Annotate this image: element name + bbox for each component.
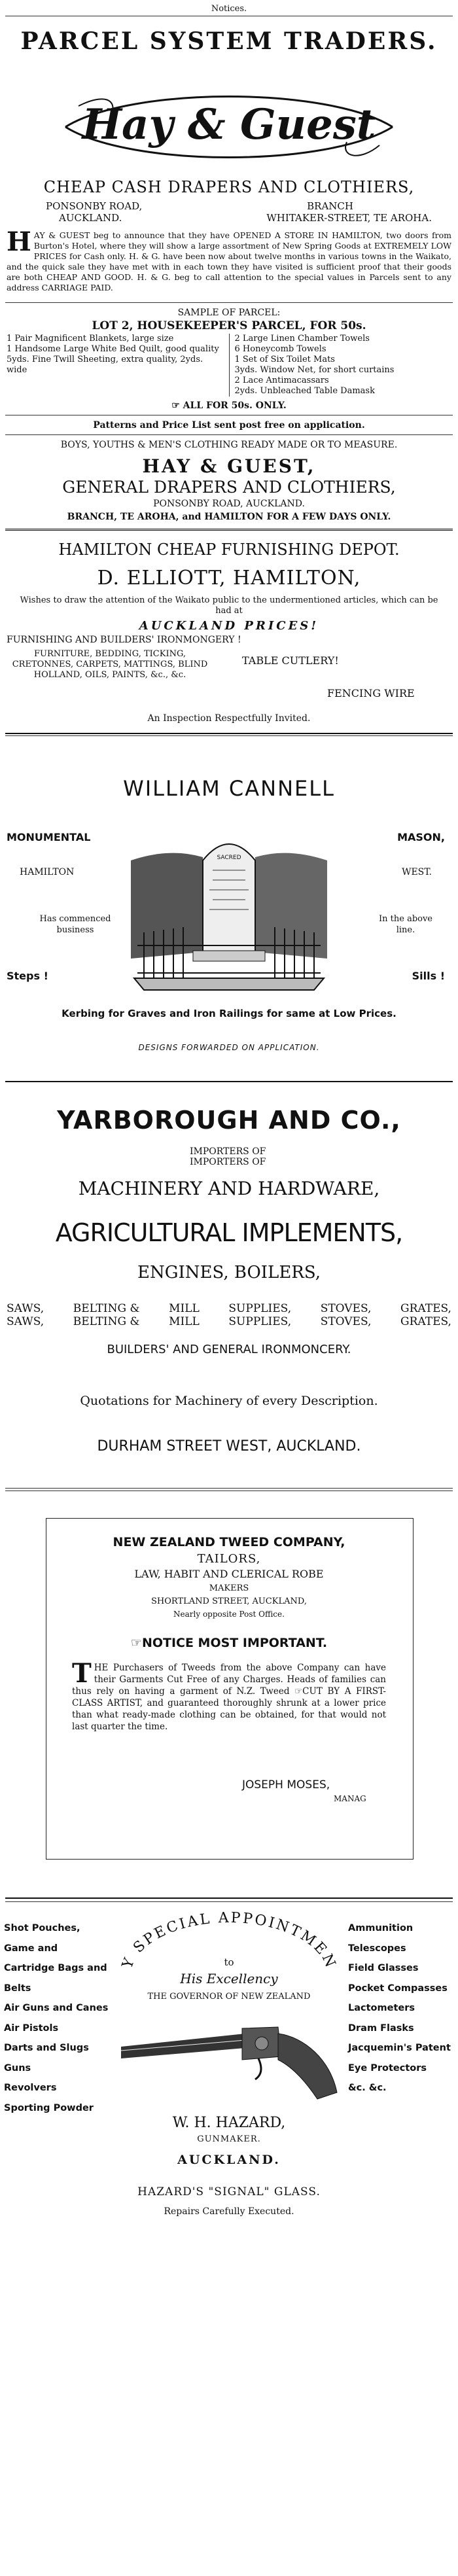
importers-line-2: IMPORTERS OF xyxy=(190,1157,266,1167)
patterns-text: Patterns and Price List sent post free on application. xyxy=(93,420,365,431)
lot-item: 3yds. Window Net, for short curtains xyxy=(234,365,395,375)
lot-left-list xyxy=(7,334,230,397)
tweed-body xyxy=(72,1658,386,1733)
yarborough-engines: ENGINES, BOILERS, xyxy=(137,1263,321,1282)
tweed-law: LAW, HABIT AND CLERICAL ROBE xyxy=(134,1568,324,1580)
ponsonby-address: PONSONBY ROAD, AUCKLAND. xyxy=(153,499,305,509)
cannell-left-bottom: Steps ! xyxy=(7,970,48,982)
cannell-right-text: In the above line. xyxy=(379,914,432,935)
yarborough-importers xyxy=(190,1146,266,1167)
tweed-tailors: TAILORS, xyxy=(197,1552,261,1566)
hardware-item: STOVES, xyxy=(320,1302,372,1315)
tweed-manager: JOSEPH MOSES, xyxy=(242,1778,330,1791)
hazard-item: Air Guns and Canes xyxy=(4,2003,109,2013)
lot-item: 6 Honeycomb Towels xyxy=(234,344,326,354)
tweed-name: NEW ZEALAND TWEED COMPANY, xyxy=(113,1535,345,1549)
sample-label: SAMPLE OF PARCEL: xyxy=(177,308,281,318)
elliott-line1: FURNISHING AND BUILDERS' IRONMONGERY ! xyxy=(7,635,241,645)
hazard-to: to xyxy=(224,1956,234,1968)
hazard-item: Darts and Slugs xyxy=(4,2043,89,2053)
yarborough-agri: AGRICULTURAL IMPLEMENTS, xyxy=(55,1218,403,1247)
hazard-item: &c. &c. xyxy=(348,2083,387,2093)
lot-item: 1 Handsome Large White Bed Quilt, good quality xyxy=(7,344,219,354)
yarborough-name: YARBOROUGH AND CO., xyxy=(57,1106,401,1135)
hay-guest-logo xyxy=(52,80,406,171)
intro-text: AY & GUEST beg to announce that they have OPENED A STORE IN HAMILTON, two doors from Burton's Hotel, where they will show a large assortment of New Spring Goods at EXTREMELY LOW PRICES for Cash only. H. & G. have been now about twelve months in various towns in the Waikato, and the quick sale they have met with in each town they have visited is sufficient proof that their goods are both CHEAP AND GOOD. H. & G. beg to call attention to the special values in Parcels sent to any address CARRIAGE PAID. xyxy=(7,230,451,292)
hardware-item: BELTING & xyxy=(73,1302,140,1315)
lot-item: 1 Set of Six Toilet Mats xyxy=(234,355,335,364)
elliott-prices: AUCKLAND PRICES! xyxy=(139,619,319,633)
hardware-item: SAWS, xyxy=(7,1315,44,1328)
importers-line-1: IMPORTERS OF xyxy=(190,1146,266,1157)
cannell-right-bottom: Sills ! xyxy=(412,970,445,982)
tweed-address: SHORTLAND STREET, AUCKLAND, xyxy=(151,1597,307,1606)
yarborough-machinery: MACHINERY AND HARDWARE, xyxy=(78,1178,380,1199)
elliott-intro: Wishes to draw the attention of the Waikato public to the undermentioned articles, which can be had at xyxy=(20,595,438,616)
addr-left-2: AUCKLAND. xyxy=(59,212,122,224)
hardware-item: BELTING & xyxy=(73,1315,140,1328)
hay-guest-intro xyxy=(7,226,451,293)
name-banner: HAY & GUEST, xyxy=(142,455,316,477)
hazard-signal: HAZARD'S "SIGNAL" GLASS. xyxy=(137,2185,321,2198)
hazard-item: Pocket Compasses xyxy=(348,1983,448,1994)
elliott-inspection: An Inspection Respectfully Invited. xyxy=(147,713,311,724)
hazard-item: Ammunition xyxy=(348,1923,414,1933)
tweed-notice: ☞NOTICE MOST IMPORTANT. xyxy=(130,1636,328,1650)
tweed-body-text: HE Purchasers of Tweeds from the above Company can have their Garments Cut Free of any Charges. Heads of families can thus rely on having a garment of N.Z. Tweed ☞CUT BY A FIRST-CLASS ARTIST, and guaranteed thoroughly shrunk at a lower price than what ready-made clothing can be obtained, for that would not last quarter the time. xyxy=(72,1663,386,1732)
svg-text:SACRED: SACRED xyxy=(217,855,241,861)
cannell-left-town: HAMILTON xyxy=(20,867,75,877)
lot-title: LOT 2, HOUSEKEEPER'S PARCEL, FOR 50s. xyxy=(92,319,366,332)
yarborough-quotations: Quotations for Machinery of every Description. xyxy=(80,1394,378,1408)
hardware-item: MILL xyxy=(169,1315,200,1328)
gun-illustration xyxy=(114,2007,344,2106)
addr-right-2: WHITAKER-STREET, TE AROHA. xyxy=(266,212,432,224)
hazard-item: Lactometers xyxy=(348,2003,415,2013)
svg-text:Hay & Guest: Hay & Guest xyxy=(82,100,376,149)
lot-total: ☞ ALL FOR 50s. ONLY. xyxy=(171,400,287,411)
divider xyxy=(5,434,453,435)
general-drapers: GENERAL DRAPERS AND CLOTHIERS, xyxy=(62,478,396,497)
hazard-item: Air Pistols xyxy=(4,2022,59,2034)
items-row-2 xyxy=(7,1315,451,1328)
divider xyxy=(5,733,453,734)
hazard-right-list xyxy=(348,1918,456,2098)
lot-item: 1 Pair Magnificent Blankets, large size xyxy=(7,334,174,344)
hazard-item: Guns xyxy=(4,2062,31,2073)
elliott-name: D. ELLIOTT, HAMILTON, xyxy=(97,567,361,590)
hazard-item: Revolvers xyxy=(4,2083,57,2093)
divider xyxy=(5,1081,453,1082)
items-row-1 xyxy=(7,1302,451,1315)
hay-guest-title: PARCEL SYSTEM TRADERS. xyxy=(20,27,438,55)
cannell-designs: DESIGNS FORWARDED ON APPLICATION. xyxy=(138,1043,320,1052)
hazard-item: Jacquemin's Patent Eye Protectors xyxy=(348,2043,451,2073)
divider xyxy=(5,1897,453,1899)
yarborough-items xyxy=(7,1302,451,1328)
hardware-item: GRATES, xyxy=(400,1302,451,1315)
hardware-item: SUPPLIES, xyxy=(228,1302,292,1315)
hazard-item: Field Glasses xyxy=(348,1963,419,1973)
hazard-name: W. H. HAZARD, xyxy=(172,2115,286,2131)
elliott-cutlery: TABLE CUTLERY! xyxy=(242,654,339,667)
drop-cap: H xyxy=(7,226,31,257)
hardware-item: GRATES, xyxy=(400,1315,451,1328)
hazard-left-list xyxy=(4,1918,109,2118)
hardware-item: SUPPLIES, xyxy=(228,1315,292,1328)
tweed-opposite: Nearly opposite Post Office. xyxy=(173,1610,285,1619)
hardware-item: SAWS, xyxy=(7,1302,44,1315)
hazard-item: Game and Cartridge Bags and Belts xyxy=(4,1943,107,1994)
hazard-gunmaker: GUNMAKER. xyxy=(197,2134,261,2144)
cannell-right-town: WEST. xyxy=(402,867,432,877)
cannell-right-top: MASON, xyxy=(397,831,445,843)
lot-items xyxy=(7,334,451,397)
lot-item: 2 Large Linen Chamber Towels xyxy=(234,334,370,344)
divider xyxy=(5,1901,453,1902)
divider xyxy=(5,735,453,736)
addr-right-1: BRANCH xyxy=(307,200,353,212)
lot-item: 5yds. Fine Twill Sheeting, extra quality, 2yds. wide xyxy=(7,355,203,375)
hazard-auckland: AUCKLAND. xyxy=(177,2153,281,2167)
hazard-item: Telescopes xyxy=(348,1943,406,1954)
lot-right-list xyxy=(230,334,452,397)
svg-text:BY SPECIAL APPOINTMENT: Y SPECIAL APPOINTMEN xyxy=(119,1909,340,1972)
cannell-name: WILLIAM CANNELL xyxy=(123,776,335,801)
hazard-excellency: His Excellency xyxy=(180,1971,278,1986)
hazard-item: Sporting Powder xyxy=(4,2102,94,2113)
tweed-manag: MANAG xyxy=(334,1794,366,1803)
elliott-title: HAMILTON CHEAP FURNISHING DEPOT. xyxy=(58,540,400,559)
yarborough-builders: BUILDERS' AND GENERAL IRONMONCERY. xyxy=(107,1343,351,1356)
hazard-item: Shot Pouches, xyxy=(4,1923,80,1933)
cannell-kerbing: Kerbing for Graves and Iron Railings for same at Low Prices. xyxy=(62,1008,396,1019)
lot-item: 2yds. Unbleached Table Damask xyxy=(234,386,375,396)
yarborough-address: DURHAM STREET WEST, AUCKLAND. xyxy=(97,1438,361,1455)
cannell-left-top: MONUMENTAL xyxy=(7,831,91,843)
divider xyxy=(5,1488,453,1489)
hazard-governor: THE GOVERNOR OF NEW ZEALAND xyxy=(147,1992,311,2002)
lot-item: 2 Lace Antimacassars xyxy=(234,376,329,385)
hazard-repairs: Repairs Carefully Executed. xyxy=(164,2206,294,2217)
hay-guest-address xyxy=(0,200,458,224)
monument-illustration xyxy=(131,821,327,995)
hardware-item: MILL xyxy=(169,1302,200,1315)
addr-left-1: PONSONBY ROAD, xyxy=(46,200,143,212)
tweed-makers: MAKERS xyxy=(209,1583,249,1593)
hay-guest-subtitle: CHEAP CASH DRAPERS AND CLOTHIERS, xyxy=(43,178,415,196)
branch-text: BRANCH, TE AROHA, and HAMILTON FOR A FEW DAYS ONLY. xyxy=(67,512,391,522)
drop-cap: T xyxy=(72,1658,92,1689)
elliott-fencing: FENCING WIRE xyxy=(327,687,415,699)
hardware-item: STOVES, xyxy=(320,1315,372,1328)
cannell-left-text: Has commenced business xyxy=(39,914,111,935)
hazard-item: Dram Flasks xyxy=(348,2022,414,2034)
boys-text: BOYS, YOUTHS & MEN'S CLOTHING READY MADE OR TO MEASURE. xyxy=(60,440,398,450)
notices-header: Notices. xyxy=(211,4,247,14)
elliott-items: FURNITURE, BEDDING, TICKING, CRETONNES, CARPETS, MATTINGS, BLIND HOLLAND, OILS, PAINTS, &c., &c. xyxy=(12,649,208,680)
divider xyxy=(5,529,453,531)
divider xyxy=(5,302,453,303)
